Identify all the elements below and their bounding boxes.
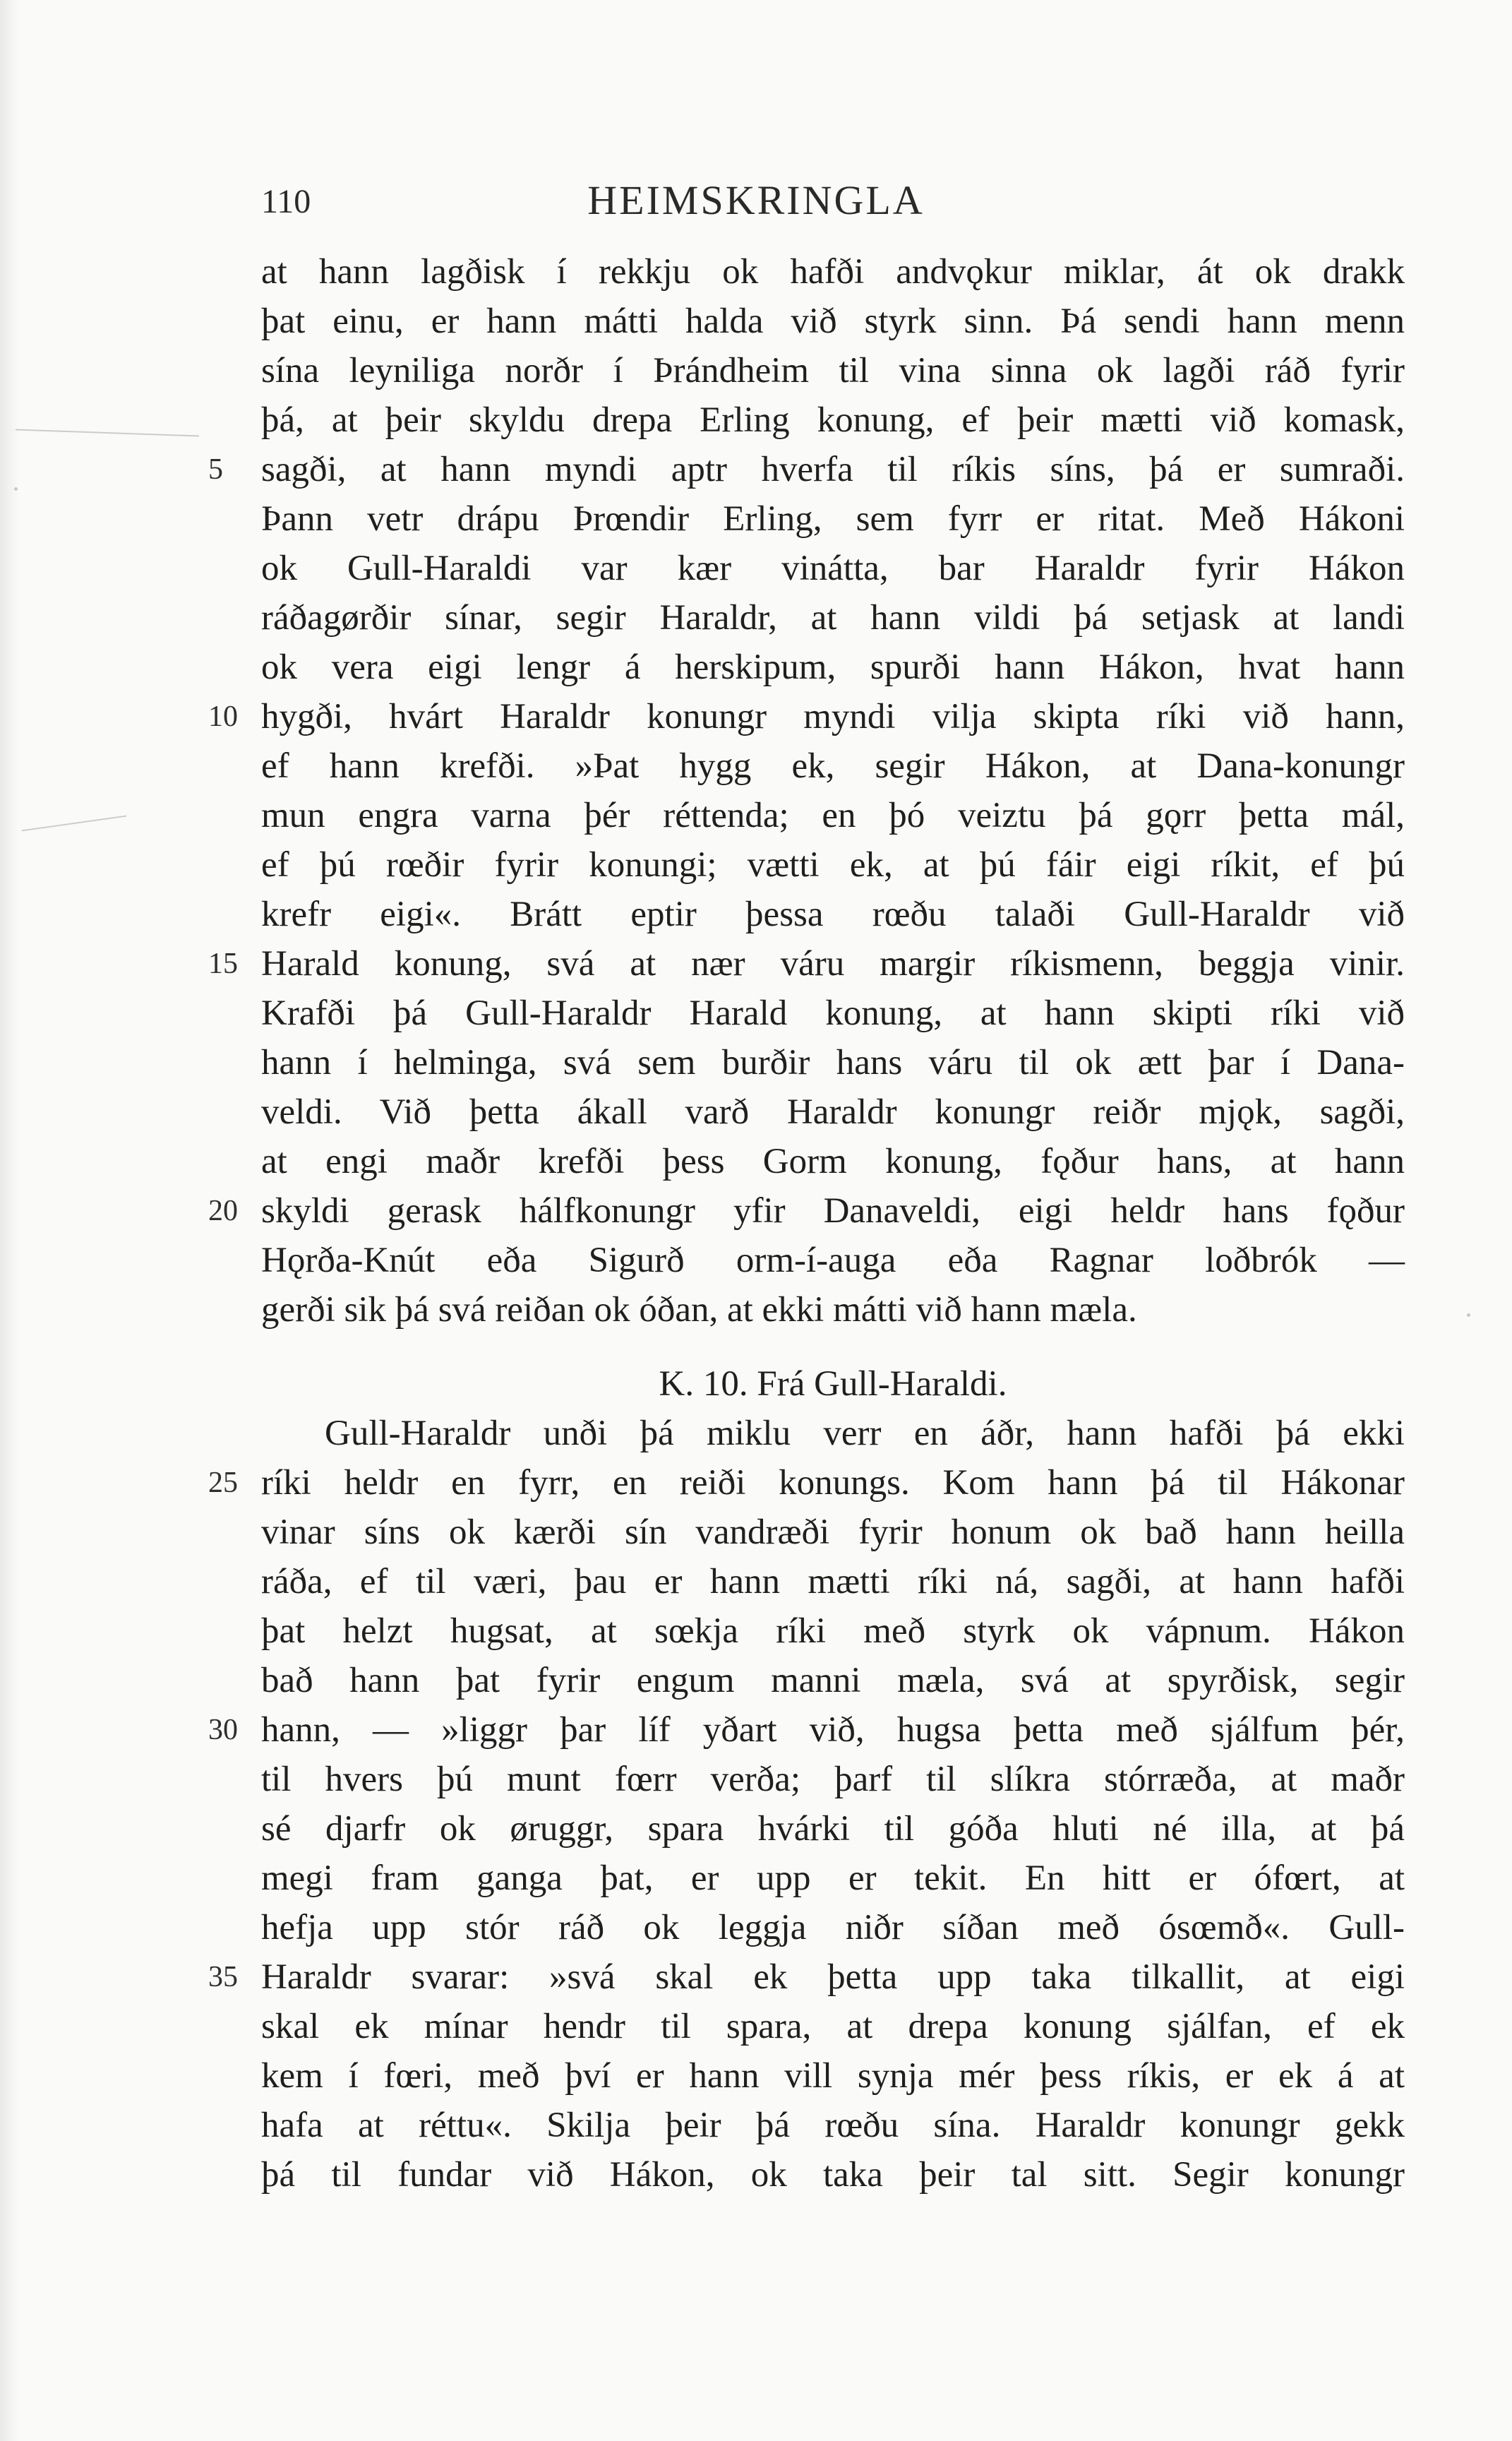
text-block-chapter xyxy=(208,1409,1405,2200)
page-number: 110 xyxy=(261,183,311,220)
paper-speck xyxy=(1467,1313,1470,1317)
paper-speck xyxy=(14,487,18,491)
text-line xyxy=(261,2150,1405,2200)
text-line xyxy=(261,1804,1405,1854)
line-number: 30 xyxy=(208,1714,238,1746)
text-line xyxy=(261,741,1405,791)
text-line xyxy=(261,791,1405,840)
text-line xyxy=(208,1952,1405,2002)
text-line xyxy=(261,1038,1405,1087)
line-text: krefr eigi«. Brátt eptir þessa rœðu talaði Gull-Haraldr við xyxy=(261,895,1405,934)
line-text: at engi maðr krefði þess Gorm konung, fǫður hans, at hann xyxy=(261,1142,1405,1181)
line-number: 10 xyxy=(208,700,238,733)
line-text: vinar síns ok kærði sín vandræði fyrir honum ok bað hann heilla xyxy=(261,1512,1405,1552)
line-text: Haraldr svarar: »svá skal ek þetta upp taka tilkallit, at eigi xyxy=(261,1957,1405,1997)
line-text: þá, at þeir skyldu drepa Erling konung, ef þeir mætti við komask, xyxy=(261,400,1405,440)
text-line xyxy=(261,297,1405,346)
chapter-heading: K. 10. Frá Gull-Haraldi. xyxy=(659,1364,1007,1404)
text-line xyxy=(261,1557,1405,1606)
line-text: sína leyniliga norðr í Þrándheim til vina sinna ok lagði ráð fyrir xyxy=(261,351,1405,390)
line-text: veldi. Við þetta ákall varð Haraldr konungr reiðr mjǫk, sagði, xyxy=(261,1092,1405,1132)
line-text: hefja upp stór ráð ok leggja niðr síðan með ósœmð«. Gull- xyxy=(261,1908,1405,1947)
text-line xyxy=(261,890,1405,939)
line-text: ef hann krefði. »Þat hygg ek, segir Hákon, at Dana-konungr xyxy=(261,746,1405,786)
line-text: þat helzt hugsat, at sœkja ríki með styrk ok vápnum. Hákon xyxy=(261,1611,1405,1651)
line-text: bað hann þat fyrir engum manni mæla, svá at spyrðisk, segir xyxy=(261,1661,1405,1700)
text-line xyxy=(208,1186,1405,1236)
line-text: hann í helminga, svá sem burðir hans váru til ok ætt þar í Dana- xyxy=(261,1043,1405,1082)
text-line xyxy=(208,939,1405,989)
text-line xyxy=(261,643,1405,692)
text-line xyxy=(261,1854,1405,1903)
line-text: gerði sik þá svá reiðan ok óðan, at ekki mátti við hann mæla. xyxy=(261,1290,1137,1330)
line-text: ef þú rœðir fyrir konungi; vætti ek, at þú fáir eigi ríkit, ef þú xyxy=(261,845,1405,885)
line-text: hann, — »liggr þar líf yðart við, hugsa þetta með sjálfum þér, xyxy=(261,1710,1405,1750)
line-text: skal ek mínar hendr til spara, at drepa konung sjálfan, ef ek xyxy=(261,2007,1405,2046)
line-text: Hǫrða-Knút eða Sigurð orm-í-auga eða Ragnar loðbrók — xyxy=(261,1241,1405,1280)
page-header xyxy=(0,177,1512,226)
text-line xyxy=(261,1508,1405,1557)
line-text: ráða, ef til væri, þau er hann mætti ríki ná, sagði, at hann hafði xyxy=(261,1562,1405,1601)
line-text: ok Gull-Haraldi var kær vinátta, bar Haraldr fyrir Hákon xyxy=(261,549,1405,588)
text-line xyxy=(261,1236,1405,1285)
text-line xyxy=(261,1087,1405,1137)
text-line xyxy=(261,593,1405,643)
line-text: mun engra varna þér réttenda; en þó veiztu þá gǫrr þetta mál, xyxy=(261,796,1405,835)
text-line xyxy=(261,2101,1405,2150)
line-text: Gull-Haraldr unði þá miklu verr en áðr, hann hafði þá ekki xyxy=(325,1414,1405,1453)
line-text: hygði, hvárt Haraldr konungr myndi vilja skipta ríki við hann, xyxy=(261,697,1405,736)
line-text: hafa at réttu«. Skilja þeir þá rœðu sína. Haraldr konungr gekk xyxy=(261,2106,1405,2145)
line-text: megi fram ganga þat, er upp er tekit. En hitt er ófœrt, at xyxy=(261,1858,1405,1898)
line-text: Þann vetr drápu Þrœndir Erling, sem fyrr er ritat. Með Hákoni xyxy=(261,499,1405,539)
text-line xyxy=(208,1458,1405,1508)
text-line xyxy=(261,494,1405,544)
text-line xyxy=(261,2002,1405,2051)
pencil-mark xyxy=(22,816,127,832)
text-line xyxy=(208,692,1405,741)
line-text: skyldi gerask hálfkonungr yfir Danaveldi, eigi heldr hans fǫður xyxy=(261,1191,1405,1231)
text-line xyxy=(261,1903,1405,1952)
text-line xyxy=(261,544,1405,593)
line-text: sagði, at hann myndi aptr hverfa til ríkis síns, þá er sumraði. xyxy=(261,450,1405,489)
line-text: Harald konung, svá at nær váru margir ríkismenn, beggja vinir. xyxy=(261,944,1405,984)
text-line xyxy=(261,989,1405,1038)
text-line xyxy=(261,2051,1405,2101)
text-line xyxy=(261,1137,1405,1186)
text-line xyxy=(261,1755,1405,1804)
line-number: 35 xyxy=(208,1961,238,1993)
line-text: at hann lagðisk í rekkju ok hafði andvǫkur miklar, át ok drakk xyxy=(261,252,1405,292)
text-line xyxy=(261,346,1405,395)
text-line xyxy=(208,445,1405,494)
line-text: kem í fœri, með því er hann vill synja mér þess ríkis, er ek á at xyxy=(261,2056,1405,2096)
text-line xyxy=(261,840,1405,890)
line-number: 25 xyxy=(208,1467,238,1499)
line-text: ok vera eigi lengr á herskipum, spurði hann Hákon, hvat hann xyxy=(261,647,1405,687)
text-line xyxy=(261,1409,1405,1458)
text-line xyxy=(208,1705,1405,1755)
text-line xyxy=(261,247,1405,297)
text-line xyxy=(261,1285,1405,1335)
line-text: ráðagørðir sínar, segir Haraldr, at hann vildi þá setjask at landi xyxy=(261,598,1405,638)
line-text: ríki heldr en fyrr, en reiði konungs. Kom hann þá til Hákonar xyxy=(261,1463,1405,1503)
pencil-mark xyxy=(16,429,199,436)
line-text: þá til fundar við Hákon, ok taka þeir tal sitt. Segir konungr xyxy=(261,2155,1405,2195)
line-text: til hvers þú munt fœrr verða; þarf til slíkra stórræða, at maðr xyxy=(261,1760,1405,1799)
line-text: sé djarfr ok øruggr, spara hvárki til góða hluti né illa, at þá xyxy=(261,1809,1405,1849)
text-line xyxy=(261,1656,1405,1705)
line-text: þat einu, er hann mátti halda við styrk sinn. Þá sendi hann menn xyxy=(261,302,1405,341)
text-line xyxy=(261,395,1405,445)
line-text: Krafði þá Gull-Haraldr Harald konung, at hann skipti ríki við xyxy=(261,993,1405,1033)
line-number: 15 xyxy=(208,948,238,980)
paper-edge-shadow xyxy=(0,0,18,2441)
running-title: HEIMSKRINGLA xyxy=(587,177,925,223)
line-number: 5 xyxy=(208,453,223,486)
text-line xyxy=(261,1606,1405,1656)
text-block-main xyxy=(208,247,1405,1335)
line-number: 20 xyxy=(208,1195,238,1227)
